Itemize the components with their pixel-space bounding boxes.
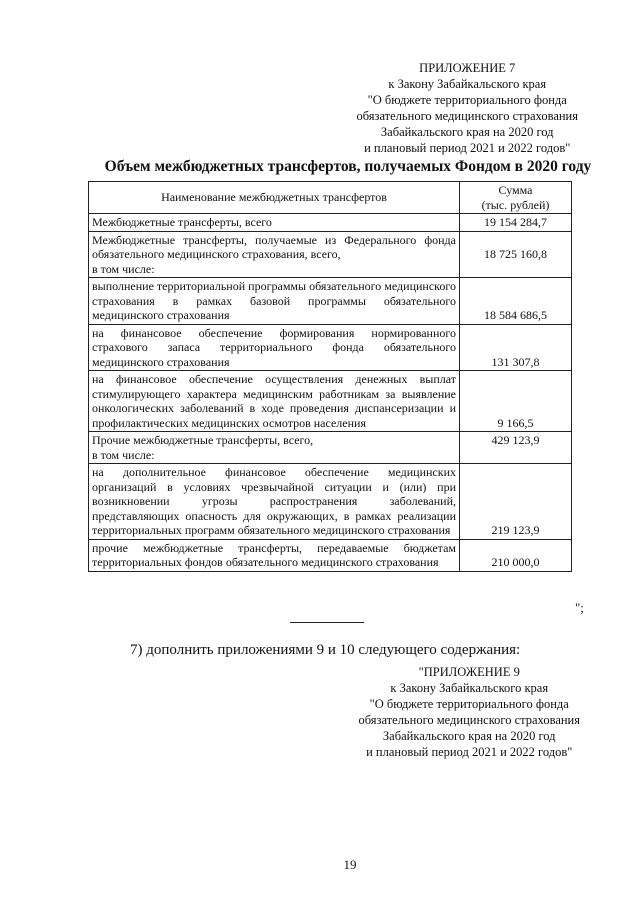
appendix-7-header <box>356 60 578 156</box>
closing-quote: "; <box>575 600 584 615</box>
row-name: на финансовое обеспечение осуществления денежных выплат стимулирующего характера медицинским работникам за выявление онкологических заболеваний в ходе проведения диспансеризации и профилактических медицинских осмотров населения <box>89 371 460 432</box>
row-name: Межбюджетные трансферты, получаемые из Федерального фонда обязательного медицинского страхования, всего, <box>92 232 456 261</box>
appendix-7-line: к Закону Забайкальского края <box>388 77 547 91</box>
header-sum-label: Сумма <box>498 183 533 197</box>
header-sum <box>460 182 572 214</box>
appendix-7-line: обязательного медицинского страхования <box>356 109 578 123</box>
appendix-7-line: и плановый период 2021 и 2022 годов" <box>364 141 571 155</box>
appendix-7-line: "О бюджете территориального фонда <box>367 93 567 107</box>
row-sum: 210 000,0 <box>460 539 572 571</box>
table-row <box>89 231 572 278</box>
appendix-7-line: Забайкальского края на 2020 год <box>380 125 554 139</box>
table-header-row <box>89 182 572 214</box>
row-name: выполнение территориальной программы обязательного медицинского страхования в рамках базовой программы обязательного медицинского страхования <box>89 278 460 325</box>
table-row <box>89 371 572 432</box>
header-sum-units: (тыс. рублей) <box>481 197 550 212</box>
appendix-9-line: и плановый период 2021 и 2022 годов" <box>366 745 573 759</box>
table-row <box>89 278 572 325</box>
table-row <box>89 464 572 540</box>
row-sum: 9 166,5 <box>460 371 572 432</box>
page-number: 19 <box>343 857 357 872</box>
appendix-9-line: обязательного медицинского страхования <box>358 713 580 727</box>
row-note: в том числе: <box>92 261 155 276</box>
table-row <box>89 539 572 571</box>
appendix-7-title: ПРИЛОЖЕНИЕ 7 <box>419 61 516 75</box>
row-name: на финансовое обеспечение формирования нормированного страхового запаса территориального фонда обязательного медицинского страхования <box>89 324 460 371</box>
table-row <box>89 324 572 371</box>
row-sum: 131 307,8 <box>460 324 572 371</box>
row-sum: 18 584 686,5 <box>460 278 572 325</box>
page-title: Объем межбюджетных трансфертов, получаемых Фондом в 2020 году <box>104 158 592 175</box>
appendix-9-title: "ПРИЛОЖЕНИЕ 9 <box>418 665 520 679</box>
row-name: Межбюджетные трансферты, всего <box>89 214 460 232</box>
row-sum: 429 123,9 <box>460 432 572 464</box>
table-row <box>89 432 572 464</box>
row-name: Прочие межбюджетные трансферты, всего, <box>92 433 314 447</box>
row-name-cell <box>89 432 460 464</box>
appendix-9-header <box>358 664 580 760</box>
header-name: Наименование межбюджетных трансфертов <box>89 182 460 214</box>
separator-line <box>290 622 364 623</box>
amendment-instruction: 7) дополнить приложениями 9 и 10 следующего содержания: <box>130 642 521 658</box>
row-name: на дополнительное финансовое обеспечение медицинских организаций в условиях чрезвычайной ситуации и (или) при возникновении угрозы распространения заболеваний, представляющих опасность для окружающих, в рамках реализации территориальных программ обязательного медицинского страхования <box>89 464 460 540</box>
row-sum: 19 154 284,7 <box>460 214 572 232</box>
appendix-9-line: Забайкальского края на 2020 год <box>382 729 556 743</box>
appendix-9-line: "О бюджете территориального фонда <box>369 697 569 711</box>
row-note: в том числе: <box>92 447 155 462</box>
transfers-table <box>88 181 572 572</box>
appendix-9-line: к Закону Забайкальского края <box>390 681 549 695</box>
table-row <box>89 214 572 232</box>
row-name: прочие межбюджетные трансферты, передаваемые бюджетам территориальных фондов обязательного медицинского страхования <box>89 539 460 571</box>
row-sum: 219 123,9 <box>460 464 572 540</box>
row-sum: 18 725 160,8 <box>460 231 572 278</box>
row-name-cell <box>89 231 460 278</box>
